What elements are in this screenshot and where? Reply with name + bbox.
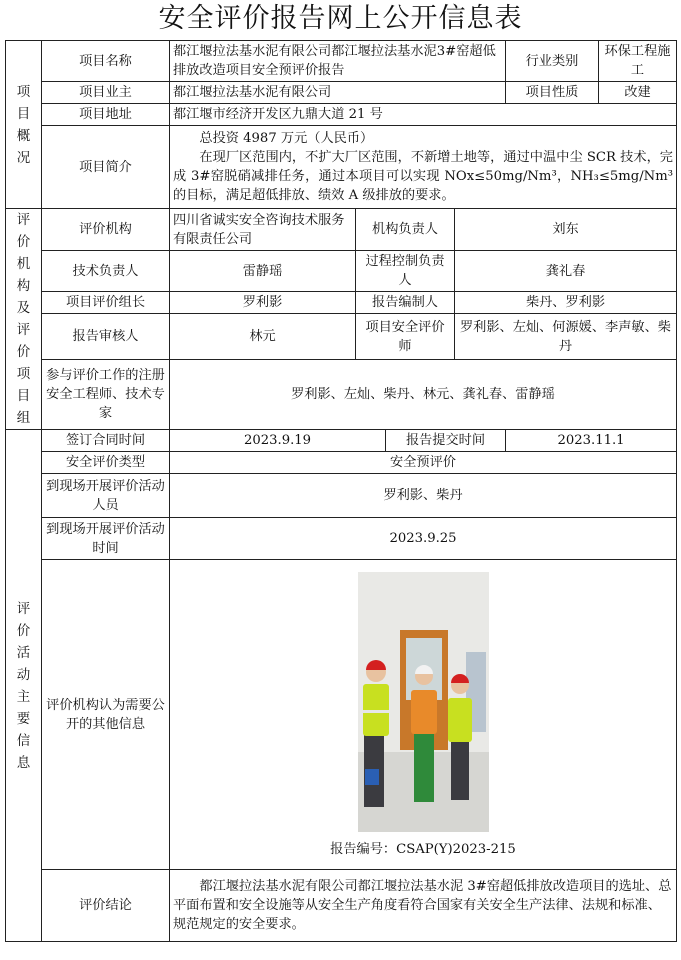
staff: 罗利影、柴丹 <box>170 474 677 518</box>
owner-label: 项目业主 <box>42 82 170 104</box>
intro-label: 项目简介 <box>42 126 170 209</box>
head-label: 机构负责人 <box>356 209 455 251</box>
experts-label: 参与评价工作的注册安全工程师、技术专家 <box>42 360 170 430</box>
intro-investment: 总投资 4987 万元（人民币） <box>199 131 374 146</box>
site-photo <box>358 572 489 832</box>
experts: 罗利影、左灿、柴丹、林元、龚礼春、雷静瑶 <box>170 360 677 430</box>
report-number: 报告编号：CSAP(Y)2023-215 <box>330 842 516 857</box>
contract-label: 签订合同时间 <box>42 430 170 452</box>
reviewer-label: 报告审核人 <box>42 314 170 360</box>
org: 四川省诚实安全咨询技术服务有限责任公司 <box>170 209 356 251</box>
section-agency: 评价机构及评价项目组 <box>6 209 42 430</box>
time-label: 到现场开展评价活动时间 <box>42 518 170 560</box>
project-name: 都江堰拉法基水泥有限公司都江堰拉法基水泥3#窑超低排放改造项目安全预评价报告 <box>170 41 506 82</box>
org-label: 评价机构 <box>42 209 170 251</box>
address-label: 项目地址 <box>42 104 170 126</box>
intro-text: 在现厂区范围内，不扩大厂区范围，不新增土地等，通过中温中尘 SCR 技术，完成 3#窑脱硝减排任务，通过本项目可以实现 NOx≤50mg/Nm³，NH₃≤5mg/Nm³的目标，满足超低排放、绩效 A 级排放的要求。 <box>173 150 673 203</box>
nature-label: 项目性质 <box>506 82 599 104</box>
leader: 罗利影 <box>170 292 356 314</box>
other-info <box>170 560 677 870</box>
writer-label: 报告编制人 <box>356 292 455 314</box>
conclusion: 都江堰拉法基水泥有限公司都江堰拉法基水泥 3#窑超低排放改造项目的选址、总平面布置和安全设施等从安全生产角度看符合国家有关安全生产法律、法规和标准、规范规定的安全要求。 <box>170 870 677 942</box>
type-label: 安全评价类型 <box>42 452 170 474</box>
leader-label: 项目评价组长 <box>42 292 170 314</box>
nature: 改建 <box>599 82 677 104</box>
industry: 环保工程施工 <box>599 41 677 82</box>
owner: 都江堰拉法基水泥有限公司 <box>170 82 506 104</box>
reviewer: 林元 <box>170 314 356 360</box>
staff-label: 到现场开展评价活动人员 <box>42 474 170 518</box>
conclusion-label: 评价结论 <box>42 870 170 942</box>
tech-label: 技术负责人 <box>42 251 170 292</box>
type: 安全预评价 <box>170 452 677 474</box>
writer: 柴丹、罗利影 <box>455 292 677 314</box>
section-overview: 项目概况 <box>6 41 42 209</box>
industry-label: 行业类别 <box>506 41 599 82</box>
submit-label: 报告提交时间 <box>386 430 506 452</box>
tech: 雷静瑶 <box>170 251 356 292</box>
time: 2023.9.25 <box>170 518 677 560</box>
project-name-label: 项目名称 <box>42 41 170 82</box>
info-table <box>5 40 677 942</box>
section-activity: 评价活动主要信息 <box>6 430 42 942</box>
head: 刘东 <box>455 209 677 251</box>
process-label: 过程控制负责人 <box>356 251 455 292</box>
page-title: 安全评价报告网上公开信息表 <box>158 3 523 34</box>
address: 都江堰市经济开发区九鼎大道 21 号 <box>170 104 677 126</box>
assessor: 罗利影、左灿、何源媛、李声敏、柴丹 <box>455 314 677 360</box>
other-label: 评价机构认为需要公开的其他信息 <box>42 560 170 870</box>
contract: 2023.9.19 <box>170 430 386 452</box>
submit: 2023.11.1 <box>506 430 677 452</box>
process: 龚礼春 <box>455 251 677 292</box>
assessor-label: 项目安全评价师 <box>356 314 455 360</box>
intro <box>170 126 677 209</box>
